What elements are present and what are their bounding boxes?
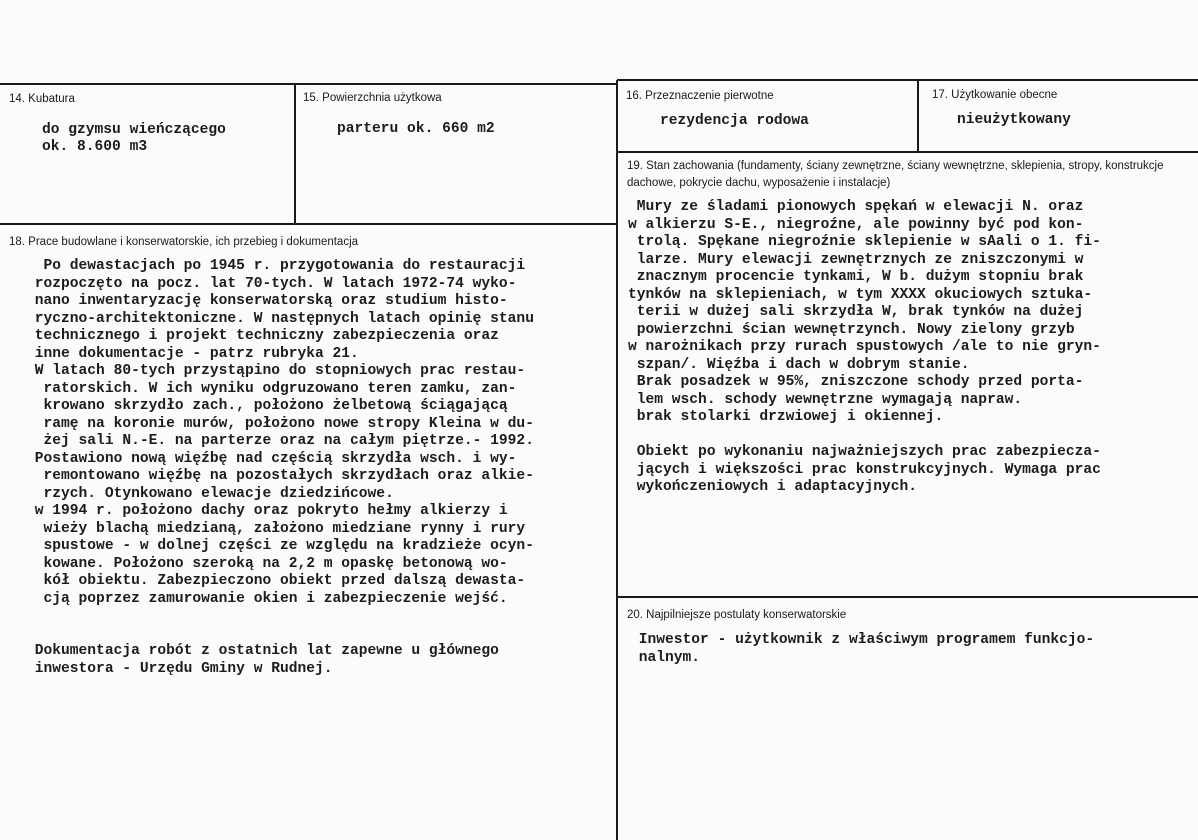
prace-line: krowano skrzydło zach., położono żelbetową ściągającą: [26, 398, 508, 414]
top-border-right: [617, 79, 1198, 81]
prace-line: kowane. Położono szeroką na 2,2 m opaskę betonową wo-: [26, 555, 508, 572]
prace-line: rzych. Otynkowano elewacje dziedzińcowe.: [26, 485, 394, 502]
prace-line: nano inwentaryzację konserwatorską oraz studium histo-: [26, 293, 508, 309]
prace-line: ryczno-architektoniczne. W następnych latach opinię stanu: [26, 310, 534, 327]
powierzchnia-label: 15. Powierzchnia użytkowa: [303, 92, 442, 104]
prace-line: Postawiono nową więźbę nad częścią skrzydła wsch. i wy-: [26, 450, 517, 467]
postulaty-line: nalnym.: [630, 650, 701, 666]
prace-line: technicznego i projekt techniczny zabezpieczenia oraz: [26, 328, 499, 344]
stan-label: 19. Stan zachowania (fundamenty, ściany zewnętrzne, ściany wewnętrzne, sklepienia, stropy, konstrukcje dachowe, pokrycie dachu, wyposażenie i instalacje): [627, 160, 1164, 189]
stan-line: brak stolarki drzwiowej i okiennej.: [628, 409, 944, 425]
kubatura-value-1: do gzymsu wieńczącego: [42, 122, 226, 138]
postulaty-line: Inwestor - użytkownik z właściwym programem funkcjo-: [630, 632, 1095, 648]
uzytkowanie-value: nieużytkowany: [957, 112, 1071, 128]
prace-line: żej sali N.-E. na parterze oraz na całym piętrze.- 1992.: [26, 433, 534, 449]
prace-line: Dokumentacja robót z ostatnich lat zapewne u głównego: [26, 643, 499, 659]
prace-line: rozpoczęto na pocz. lat 70-tych. W latach 1972-74 wyko-: [26, 275, 517, 292]
prace-line: wieży blachą miedzianą, założono miedziane rynny i rury: [26, 520, 526, 537]
stan-line: w alkierzu S-E., niegroźne, ale powinny być pod kon-: [628, 216, 1084, 233]
divider-v-1: [294, 84, 296, 225]
top-border-left: [0, 83, 617, 85]
prace-line: kół obiektu. Zabezpieczono obiekt przed dalszą dewasta-: [26, 573, 526, 589]
stan-line: znacznym procencie tynkami, W b. dużym stopniu brak: [628, 269, 1084, 285]
divider-v-2: [616, 80, 618, 840]
postulaty-label: 20. Najpilniejsze postulaty konserwatorskie: [627, 609, 847, 621]
stan-line: w narożnikach przy rurach spustowych /ale to nie gryn-: [628, 339, 1101, 355]
powierzchnia-value: parteru ok. 660 m2: [337, 121, 495, 137]
prace-line: cją poprzez zamurowanie okien i zabezpieczenie wejść.: [26, 590, 508, 607]
stan-line: trolą. Spękane niegroźnie sklepienie w sAali o 1. fi-: [628, 234, 1101, 250]
prace-line: ratorskich. W ich wyniku odgruzowano teren zamku, zan-: [26, 380, 517, 397]
stan-line: terii w dużej sali skrzydła W, brak tynków na dużej: [628, 304, 1084, 320]
prace-line: Po dewastacjach po 1945 r. przygotowania do restauracji: [26, 258, 526, 274]
stan-line: szpan/. Więźba i dach w dobrym stanie.: [628, 356, 970, 373]
przeznaczenie-label: 16. Przeznaczenie pierwotne: [626, 90, 774, 102]
divider-h-right-top: [617, 151, 1198, 153]
prace-line: inne dokumentacje - patrz rubryka 21.: [26, 345, 359, 362]
kubatura-value-2: ok. 8.600 m3: [42, 139, 148, 155]
stan-line: jących i większości prac konstrukcyjnych. Wymaga prac: [628, 461, 1101, 478]
stan-line: tynków na sklepieniach, w tym XXXX okuciowych sztuka-: [628, 286, 1093, 303]
stan-line: wykończeniowych i adaptacyjnych.: [628, 479, 918, 495]
divider-h-left: [0, 223, 617, 225]
stan-line: Mury ze śladami pionowych spękań w elewacji N. oraz: [628, 199, 1084, 215]
divider-v-3: [917, 80, 919, 152]
prace-line: w 1994 r. położono dachy oraz pokryto hełmy alkierzy i: [26, 503, 508, 519]
prace-line: W latach 80-tych przystąpino do stopniowych prac restau-: [26, 363, 526, 379]
prace-line: spustowe - w dolnej części ze względu na kradzieże ocyn-: [26, 538, 534, 554]
uzytkowanie-label: 17. Użytkowanie obecne: [932, 89, 1058, 101]
kubatura-label: 14. Kubatura: [9, 93, 75, 105]
stan-line: larze. Mury elewacji zewnętrznych ze zniszczonymi w: [628, 251, 1084, 268]
stan-line: Brak posadzek w 95%, zniszczone schody przed porta-: [628, 374, 1084, 390]
stan-line: powierzchni ścian wewnętrzynch. Nowy zielony grzyb: [628, 321, 1075, 338]
divider-h-right-bottom: [617, 596, 1198, 598]
przeznaczenie-value: rezydencja rodowa: [660, 113, 809, 129]
stan-line: Obiekt po wykonaniu najważniejszych prac zabezpiecza-: [628, 444, 1101, 460]
prace-line: remontowano więźbę na pozostałych skrzydłach oraz alkie-: [26, 468, 534, 484]
prace-label: 18. Prace budowlane i konserwatorskie, ich przebieg i dokumentacja: [9, 236, 359, 248]
prace-line: inwestora - Urzędu Gminy w Rudnej.: [26, 660, 333, 677]
prace-line: ramę na koronie murów, położono nowe stropy Kleina w du-: [26, 415, 534, 432]
stan-line: lem wsch. schody wewnętrzne wymagają napraw.: [628, 391, 1023, 408]
